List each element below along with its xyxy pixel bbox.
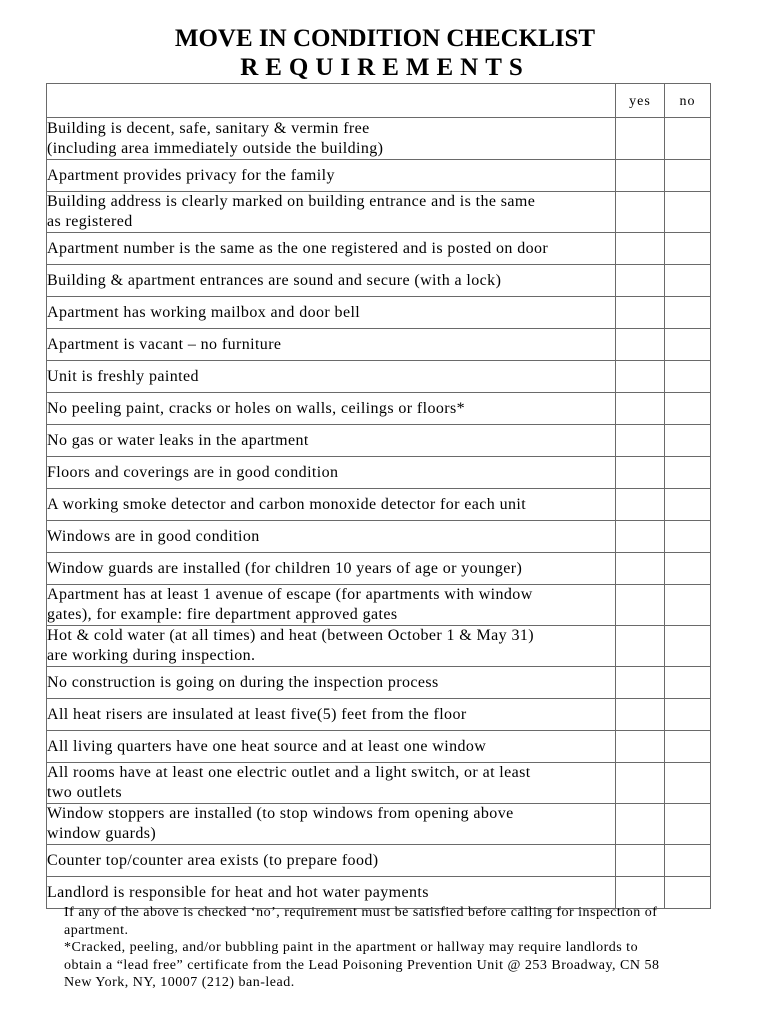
requirement-text: [47, 329, 616, 361]
table-row: [47, 521, 711, 553]
yes-checkbox[interactable]: [616, 553, 665, 585]
no-checkbox[interactable]: [665, 457, 711, 489]
table-row: [47, 457, 711, 489]
table-row: [47, 192, 711, 233]
requirement-line: Hot & cold water (at all times) and heat (between October 1 & May 31): [47, 627, 534, 644]
table-row: [47, 699, 711, 731]
requirement-text: [47, 297, 616, 329]
table-row: [47, 297, 711, 329]
yes-checkbox[interactable]: [616, 489, 665, 521]
requirement-line: Apartment is vacant – no furniture: [47, 335, 282, 353]
yes-checkbox[interactable]: [616, 521, 665, 553]
yes-column-header: yes: [616, 84, 665, 118]
page-subtitle: REQUIREMENTS: [240, 54, 530, 81]
requirement-line: Building & apartment entrances are sound and secure (with a lock): [47, 271, 502, 289]
requirement-line: Window stoppers are installed (to stop windows from opening above: [47, 805, 514, 822]
table-row: [47, 804, 711, 845]
requirement-text: [47, 845, 616, 877]
requirement-text: [47, 667, 616, 699]
no-checkbox[interactable]: [665, 361, 711, 393]
table-header-row: [47, 84, 711, 118]
requirement-text: [47, 361, 616, 393]
no-checkbox[interactable]: [665, 160, 711, 192]
page-title: MOVE IN CONDITION CHECKLIST: [174, 25, 596, 52]
requirement-line: Landlord is responsible for heat and hot water payments: [47, 883, 429, 901]
requirement-text: [47, 626, 616, 667]
yes-checkbox[interactable]: [616, 297, 665, 329]
requirement-line: Apartment has working mailbox and door bell: [47, 303, 361, 321]
yes-checkbox[interactable]: [616, 699, 665, 731]
requirement-line: All rooms have at least one electric outlet and a light switch, or at least: [47, 764, 531, 781]
table-row: [47, 329, 711, 361]
requirement-line: (including area immediately outside the building): [47, 139, 384, 157]
yes-checkbox[interactable]: [616, 393, 665, 425]
requirement-column-header: [47, 84, 616, 118]
table-row: [47, 425, 711, 457]
footnotes: [64, 904, 724, 992]
requirement-text: [47, 160, 616, 192]
yes-checkbox[interactable]: [616, 763, 665, 804]
note-line: If any of the above is checked ‘no’, requirement must be satisfied before calling for inspection of: [64, 905, 658, 920]
yes-checkbox[interactable]: [616, 361, 665, 393]
note-line: New York, NY, 10007 (212) ban-lead.: [64, 975, 295, 991]
yes-checkbox[interactable]: [616, 457, 665, 489]
requirement-text: [47, 393, 616, 425]
table-row: [47, 553, 711, 585]
table-row: [47, 393, 711, 425]
yes-checkbox[interactable]: [616, 804, 665, 845]
requirement-line: All heat risers are insulated at least five(5) feet from the floor: [47, 705, 467, 723]
requirement-line: Building address is clearly marked on building entrance and is the same: [47, 193, 536, 210]
requirement-text: [47, 457, 616, 489]
table-row: [47, 265, 711, 297]
requirement-line: Counter top/counter area exists (to prepare food): [47, 851, 379, 869]
table-row: [47, 731, 711, 763]
requirement-line: Apartment number is the same as the one registered and is posted on door: [47, 239, 549, 257]
requirement-text: [47, 699, 616, 731]
requirement-line: Floors and coverings are in good condition: [47, 463, 339, 481]
table-row: [47, 626, 711, 667]
requirement-line: No gas or water leaks in the apartment: [47, 431, 309, 449]
requirement-line: Window guards are installed (for children 10 years of age or younger): [47, 559, 523, 577]
note-line: apartment.: [64, 922, 129, 938]
no-checkbox[interactable]: [665, 804, 711, 845]
requirement-line: window guards): [47, 825, 157, 842]
requirement-line: No peeling paint, cracks or holes on walls, ceilings or floors*: [47, 399, 465, 417]
yes-checkbox[interactable]: [616, 265, 665, 297]
no-checkbox[interactable]: [665, 731, 711, 763]
note-line: *Cracked, peeling, and/or bubbling paint in the apartment or hallway may require landlords to: [64, 940, 639, 956]
requirement-line: Apartment provides privacy for the family: [47, 166, 335, 184]
no-checkbox[interactable]: [665, 233, 711, 265]
requirement-line: as registered: [47, 213, 133, 230]
table-row: [47, 118, 711, 160]
no-checkbox[interactable]: [665, 118, 711, 160]
no-checkbox[interactable]: [665, 626, 711, 667]
yes-checkbox[interactable]: [616, 585, 665, 626]
no-checkbox[interactable]: [665, 297, 711, 329]
requirement-text: [47, 192, 616, 233]
no-checkbox[interactable]: [665, 699, 711, 731]
requirement-line: No construction is going on during the inspection process: [47, 673, 439, 691]
yes-checkbox[interactable]: [616, 329, 665, 361]
no-checkbox[interactable]: [665, 329, 711, 361]
requirement-text: [47, 521, 616, 553]
table-row: [47, 763, 711, 804]
table-row: [47, 585, 711, 626]
yes-checkbox[interactable]: [616, 160, 665, 192]
no-checkbox[interactable]: [665, 265, 711, 297]
requirement-text: [47, 553, 616, 585]
table-row: [47, 233, 711, 265]
no-checkbox[interactable]: [665, 667, 711, 699]
table-row: [47, 489, 711, 521]
table-row: [47, 667, 711, 699]
table-row: [47, 361, 711, 393]
requirement-text: [47, 233, 616, 265]
requirement-line: gates), for example: fire department approved gates: [47, 606, 398, 623]
no-checkbox[interactable]: [665, 393, 711, 425]
no-checkbox[interactable]: [665, 763, 711, 804]
table-row: [47, 160, 711, 192]
no-checkbox[interactable]: [665, 521, 711, 553]
yes-checkbox[interactable]: [616, 667, 665, 699]
requirement-line: are working during inspection.: [47, 647, 256, 664]
yes-checkbox[interactable]: [616, 118, 665, 160]
note-line: obtain a “lead free” certificate from the Lead Poisoning Prevention Unit @ 253 Broadway, CN 58: [64, 957, 660, 973]
checklist-table: [46, 83, 711, 909]
no-checkbox[interactable]: [665, 845, 711, 877]
yes-checkbox[interactable]: [616, 731, 665, 763]
no-checkbox[interactable]: [665, 553, 711, 585]
no-checkbox[interactable]: [665, 425, 711, 457]
no-checkbox[interactable]: [665, 585, 711, 626]
yes-checkbox[interactable]: [616, 626, 665, 667]
requirement-line: two outlets: [47, 784, 123, 801]
requirement-line: Building is decent, safe, sanitary & vermin free: [47, 119, 370, 137]
requirement-text: [47, 804, 616, 845]
requirement-line: All living quarters have one heat source and at least one window: [47, 737, 487, 755]
requirement-line: Unit is freshly painted: [47, 367, 199, 385]
yes-checkbox[interactable]: [616, 425, 665, 457]
no-column-header: no: [665, 84, 711, 118]
table-row: [47, 845, 711, 877]
requirement-text: [47, 265, 616, 297]
requirement-text: [47, 763, 616, 804]
no-checkbox[interactable]: [665, 489, 711, 521]
requirement-text: [47, 118, 616, 160]
no-checkbox[interactable]: [665, 192, 711, 233]
requirement-text: [47, 489, 616, 521]
requirement-line: Apartment has at least 1 avenue of escape (for apartments with window: [47, 586, 533, 603]
yes-checkbox[interactable]: [616, 192, 665, 233]
yes-checkbox[interactable]: [616, 845, 665, 877]
requirement-line: Windows are in good condition: [47, 527, 260, 545]
requirement-line: A working smoke detector and carbon monoxide detector for each unit: [47, 495, 527, 513]
yes-checkbox[interactable]: [616, 233, 665, 265]
requirement-text: [47, 425, 616, 457]
requirement-text: [47, 585, 616, 626]
requirement-text: [47, 731, 616, 763]
